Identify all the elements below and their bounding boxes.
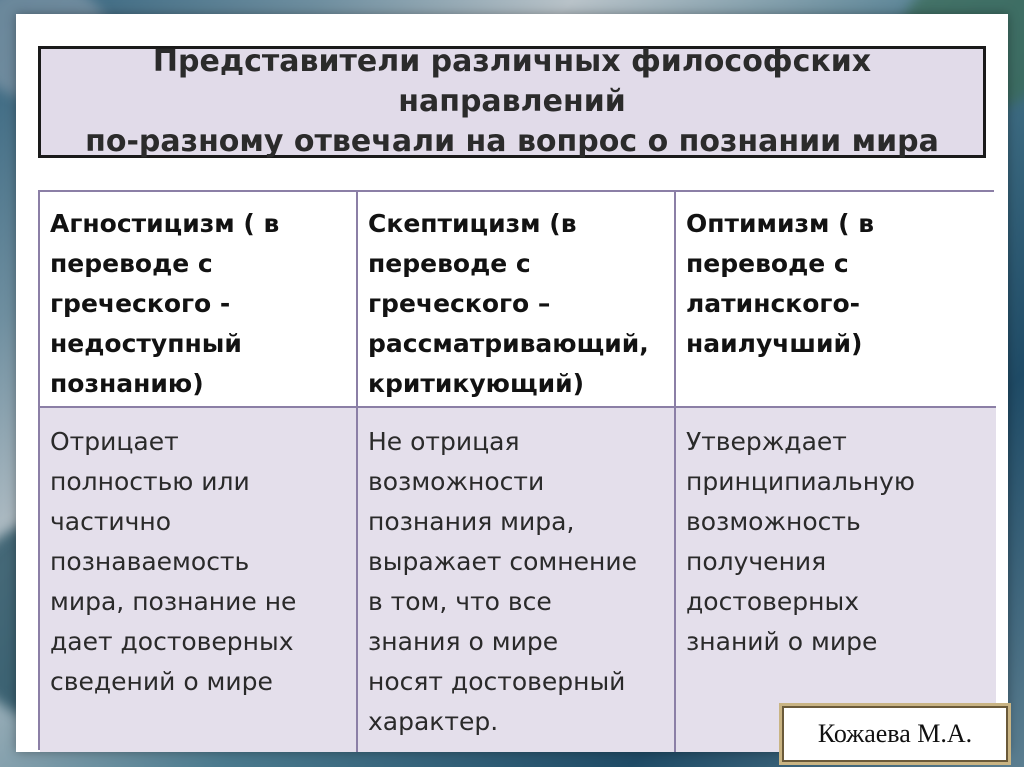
author-label: Кожаева М.А. [782,706,1008,762]
body-cell-agnosticism [40,408,358,752]
comparison-table [38,190,994,750]
header-cell-agnosticism [40,192,358,408]
body-line: знаний о мире [686,627,878,656]
body-line: в том, что все [368,587,552,616]
body-line: достоверных [686,587,860,616]
body-line: носят достоверный [368,667,626,696]
header-line: переводе с [368,249,531,278]
body-line: полностью или [50,467,250,496]
header-line: Скептицизм (в [368,209,577,238]
title-line: Представители различных философских направлений [152,44,872,119]
body-line: познания мира, [368,507,575,536]
header-line: переводе с [686,249,849,278]
body-line: мира, познание не [50,587,297,616]
body-line: выражает сомнение [368,547,637,576]
header-line: греческого - [50,289,231,318]
body-line: получения [686,547,827,576]
header-cell-optimism [676,192,996,408]
body-line: принципиальную [686,467,915,496]
body-line: характер. [368,707,499,736]
header-line: наилучший) [686,329,863,358]
header-line: Оптимизм ( в [686,209,875,238]
header-line: латинского- [686,289,861,318]
title-line: по-разному отвечали на вопрос о познании мира [85,124,939,159]
header-line: познанию) [50,369,204,398]
header-line: недоступный [50,329,242,358]
body-line: Отрицает [50,427,179,456]
body-cell-optimism [676,408,996,752]
body-line: возможности [368,467,545,496]
body-line: Утверждает [686,427,847,456]
slide-title [38,46,986,158]
header-line: переводе с [50,249,213,278]
body-cell-skepticism [358,408,676,752]
body-line: Не отрицая [368,427,520,456]
header-line: Агностицизм ( в [50,209,280,238]
body-line: дает достоверных [50,627,294,656]
body-line: сведений о мире [50,667,273,696]
header-line: критикующий) [368,369,585,398]
body-line: знания о мире [368,627,559,656]
body-line: возможность [686,507,861,536]
header-line: рассматривающий, [368,329,649,358]
header-line: греческого – [368,289,551,318]
header-cell-skepticism [358,192,676,408]
body-line: частично [50,507,172,536]
body-line: познаваемость [50,547,250,576]
